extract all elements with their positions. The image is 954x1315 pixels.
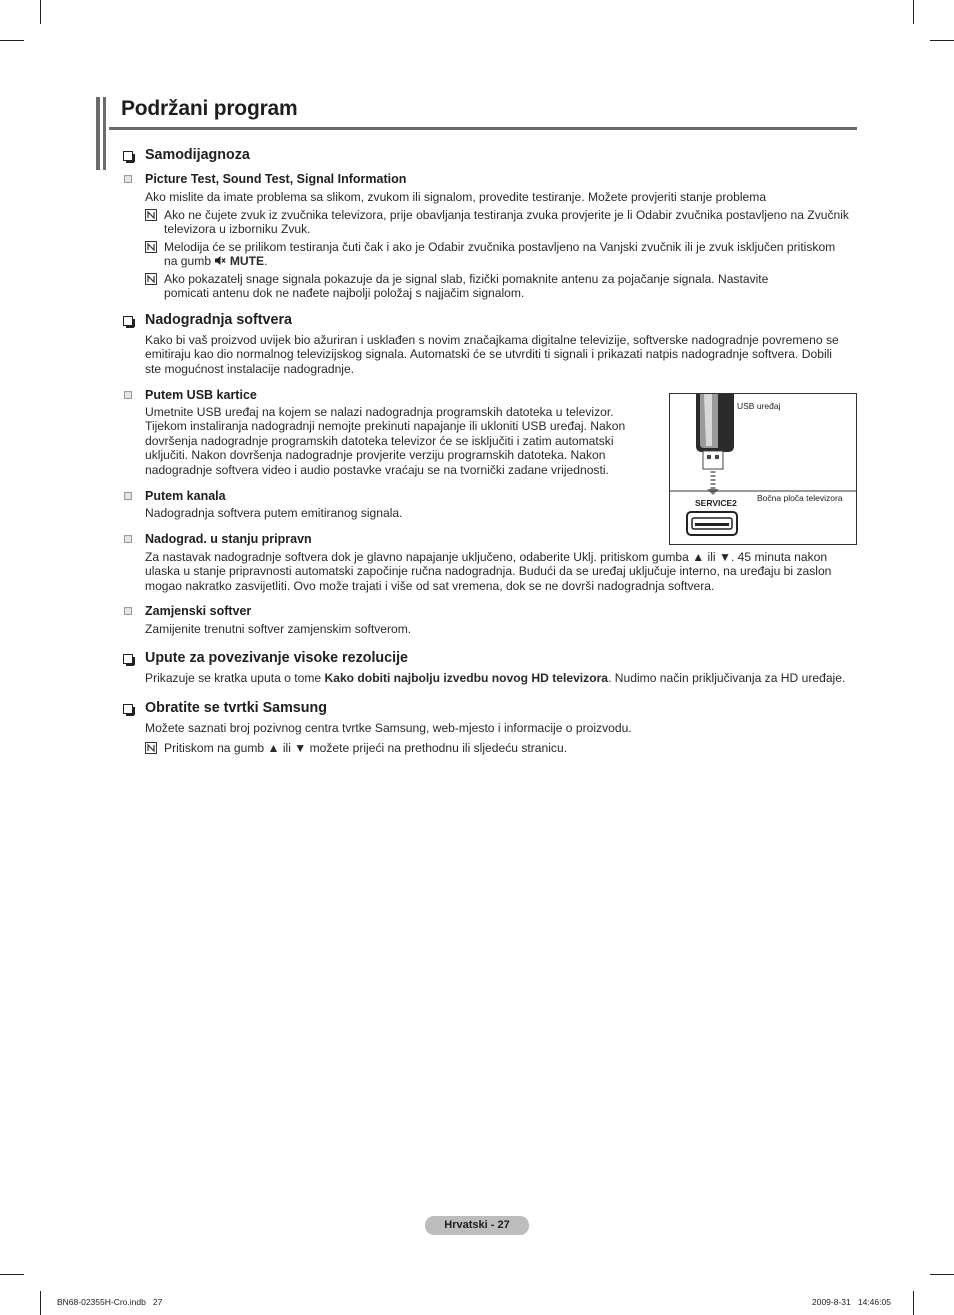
note-text: Ako pokazatelj snage signala pokazuje da je signal slab, fizički pomaknite antenu za pojačanje signala. Nastavite pomicati antenu dok ne nađete najbolji položaj s najjačim signalom. <box>164 272 769 301</box>
service-port-label: SERVICE2 <box>695 498 737 508</box>
crop-mark <box>40 0 41 24</box>
crop-mark <box>913 0 914 24</box>
paragraph: Zamijenite trenutni softver zamjenskim softverom. <box>145 622 412 636</box>
page-number: Hrvatski - 27 <box>444 1219 510 1231</box>
paragraph: Nadogradnja softvera putem emitiranog signala. <box>145 506 403 520</box>
usb-port-icon <box>687 512 737 535</box>
note-icon <box>145 273 157 285</box>
crop-mark <box>913 1291 914 1315</box>
sub-heading-kanal: Putem kanala <box>145 489 226 503</box>
square-bullet-icon <box>124 607 132 615</box>
checkbox-bullet-icon <box>123 654 133 664</box>
section-heading-samodijagnoza: Samodijagnoza <box>145 147 250 163</box>
note-text: Pritiskom na gumb ▲ ili ▼ možete prijeći na prethodnu ili sljedeću stranicu. <box>164 741 568 755</box>
file-info: BN68-02355H-Cro.indb 27 <box>57 1297 163 1307</box>
checkbox-bullet-icon <box>123 151 133 161</box>
checkbox-bullet-icon <box>123 704 133 714</box>
paragraph: Možete saznati broj pozivnog centra tvrtke Samsung, web-mjesto i informacije o proizvodu. <box>145 721 632 735</box>
sub-heading-usb: Putem USB kartice <box>145 388 257 402</box>
usb-diagram <box>669 393 857 545</box>
page-title: Podržani program <box>121 97 298 120</box>
paragraph: Za nastavak nadogradnje softvera dok je glavno napajanje uključeno, odaberite Uklj. pritiskom gumba ▲ ili ▼. 45 minuta nakon ulaska u stanje pripravnosti automatski započinje ručna nadogradnja. Budući da se uređaj uključuje interno, na uređaju bi zaslon mogao nakratko zasvijetliti. Ovo može trajati i više od sat vremena, dok se ne dovrši nadogradnja softvera. <box>145 550 832 593</box>
section-heading-samsung: Obratite se tvrtki Samsung <box>145 700 327 716</box>
paragraph: Kako bi vaš proizvod uvijek bio ažuriran i usklađen s novim značajkama digitalne televizije, softverske nadogradnje povremeno se emitiraju kao dio normalnog televizijskog signala. Automatski će se utvrditi ti signali i prikazati natpis nadogradnje softvera. Dobili ste mogućnost instalacije nadogradnje. <box>145 333 839 376</box>
crop-mark <box>930 40 954 41</box>
crop-mark <box>0 1274 24 1275</box>
checkbox-bullet-icon <box>123 316 133 326</box>
paragraph: Ako mislite da imate problema sa slikom, zvukom ili signalom, provedite testiranje. Možete provjeriti stanje problema <box>145 190 767 204</box>
usb-stick-icon <box>696 394 734 469</box>
paragraph: Umetnite USB uređaj na kojem se nalazi nadogradnja programskih datoteka u televizor. Tijekom instaliranja nadogradnji nemojte prekinuti napajanje ili ukloniti USB uređaj. Nakon dovršenja nadogradnje programskih datoteka televizor će se isključiti i zatim automatski uključiti. Nakon dovršenja nadogradnje provjerite verziju programskih datoteka. Nakon nadogradnje softvera video i audio postavke vraćaju se na tvornički zadane vrijednosti. <box>145 405 626 477</box>
usb-device-label: USB uređaj <box>737 401 781 411</box>
square-bullet-icon <box>124 535 132 543</box>
sub-heading-tests: Picture Test, Sound Test, Signal Information <box>145 172 407 186</box>
crop-mark <box>0 40 24 41</box>
note-icon <box>145 241 157 253</box>
note-text: Melodija će se prilikom testiranja čuti čak i ako je Odabir zvučnika postavljeno na Vanjski zvučnik ili je zvuk isključen pritiskom na gumb MUTE. <box>164 240 836 269</box>
sub-heading-stanje: Nadograd. u stanju pripravn <box>145 532 312 546</box>
side-panel-label: Bočna ploča televizora <box>757 493 843 503</box>
note-text: Ako ne čujete zvuk iz zvučnika televizora, prije obavljanja testiranja zvuka provjerite je li Odabir zvučnika postavljeno na Zvučnik televizora u izborniku Zvuk. <box>164 208 849 237</box>
crop-mark <box>40 1291 41 1315</box>
square-bullet-icon <box>124 492 132 500</box>
note-icon <box>145 742 157 754</box>
note-icon <box>145 209 157 221</box>
section-heading-nadogradnja: Nadogradnja softvera <box>145 312 292 328</box>
square-bullet-icon <box>124 391 132 399</box>
section-heading-hd: Upute za povezivanje visoke rezolucije <box>145 650 408 666</box>
paragraph: Prikazuje se kratka uputa o tome Kako dobiti najbolju izvedbu novog HD televizora. Nudimo način priključivanja za HD uređaje. <box>145 671 846 685</box>
mute-icon <box>214 255 226 266</box>
square-bullet-icon <box>124 175 132 183</box>
crop-mark <box>930 1274 954 1275</box>
sub-heading-zamjenski: Zamjenski softver <box>145 604 252 618</box>
print-timestamp: 2009-8-31 14:46:05 <box>812 1297 891 1307</box>
title-rule <box>109 127 857 130</box>
